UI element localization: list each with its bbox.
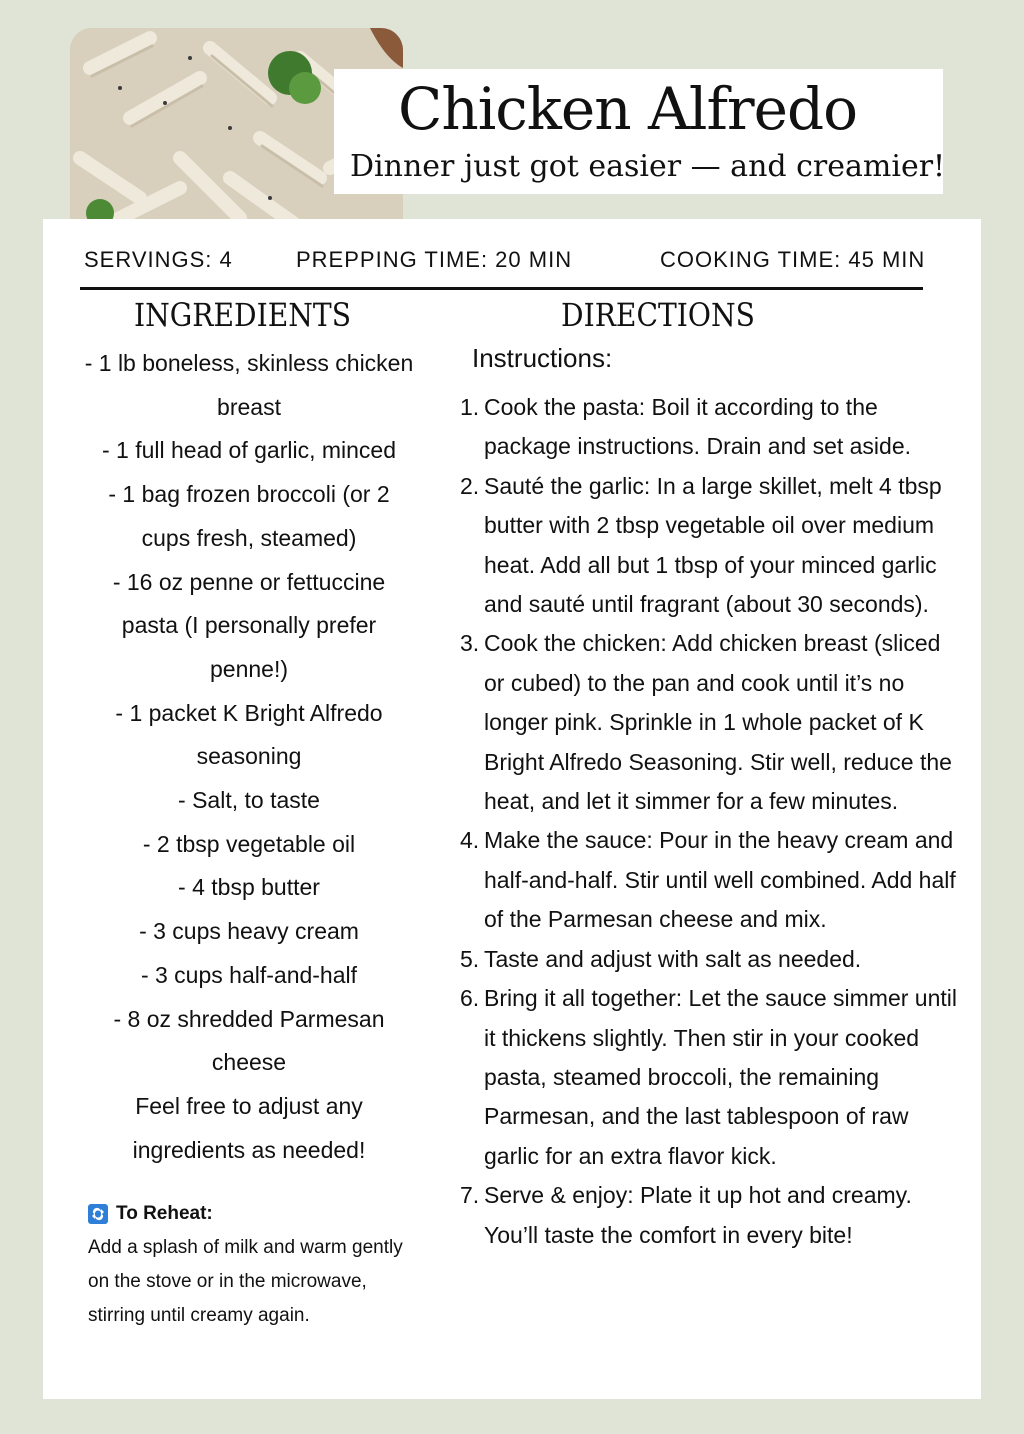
reheat-heading: To Reheat:: [116, 1203, 213, 1224]
ingredients-heading: INGREDIENTS: [134, 296, 351, 334]
ingredient-line: - 4 tbsp butter: [178, 874, 320, 901]
ingredient-line: - 3 cups heavy cream: [139, 918, 359, 945]
directions-list: [460, 388, 960, 1255]
direction-step: 6. Bring it all together: Let the sauce simmer until it thickens slightly. Then stir in your cooked pasta, steamed broccoli, the remaining Parmesan, and the last tablespoon of raw garlic for an extra flavor kick.: [460, 985, 958, 1169]
ingredient-line: cheese: [211, 1049, 287, 1076]
ingredient-line: - 3 cups half-and-half: [140, 961, 358, 988]
ingredients-list: [66, 342, 432, 1172]
reheat-body: Add a splash of milk and warm gently on the stove or in the microwave, stirring until creamy again.: [88, 1237, 403, 1326]
ingredient-line: pasta (I personally prefer: [121, 612, 377, 639]
ingredient-line: - 1 packet K Bright Alfredo: [115, 699, 383, 726]
ingredient-line: penne!): [209, 655, 288, 682]
ingredient-line: ingredients as needed!: [132, 1136, 366, 1163]
direction-step: 5. Taste and adjust with salt as needed.: [460, 945, 862, 972]
divider: [80, 287, 923, 290]
ingredient-line: - 16 oz penne or fettuccine: [112, 568, 386, 595]
direction-step: 3. Cook the chicken: Add chicken breast (sliced or cubed) to the pan and cook until it’s no longer pink. Sprinkle in 1 whole packet of K Bright Alfredo Seasoning. Stir well, reduce the heat, and let it simmer for a few minutes.: [460, 630, 952, 815]
reheat-note: [88, 1203, 418, 1333]
ingredient-line: cups fresh, steamed): [141, 524, 357, 551]
direction-step: 1. Cook the pasta: Boil it according to the package instructions. Drain and set aside.: [460, 394, 912, 460]
ingredient-line: Feel free to adjust any: [135, 1092, 363, 1119]
page-title: Chicken Alfredo: [398, 75, 858, 143]
servings-label: SERVINGS: 4: [84, 247, 233, 272]
directions-heading: DIRECTIONS: [561, 296, 755, 334]
page-subtitle: Dinner just got easier — and creamier!: [350, 149, 946, 184]
direction-step: 2. Sauté the garlic: In a large skillet, melt 4 tbsp butter with 2 tbsp vegetable oil over medium heat. Add all but 1 tbsp of your minced garlic and sauté until fragrant (about 30 seconds).: [460, 472, 942, 618]
ingredient-line: - Salt, to taste: [178, 787, 320, 814]
ingredient-line: - 1 lb boneless, skinless chicken: [84, 350, 414, 376]
direction-step: 4. Make the sauce: Pour in the heavy cream and half-and-half. Stir until well combined. Add half of the Parmesan cheese and mix.: [460, 827, 956, 933]
ingredient-line: - 1 bag frozen broccoli (or 2: [108, 481, 390, 508]
prep-time-label: PREPPING TIME: 20 MIN: [296, 247, 573, 272]
ingredient-line: - 2 tbsp vegetable oil: [142, 830, 356, 857]
ingredient-line: seasoning: [196, 743, 302, 770]
instructions-label: Instructions:: [472, 343, 613, 373]
title-box: [334, 69, 946, 194]
ingredient-line: - 8 oz shredded Parmesan: [113, 1005, 385, 1032]
direction-step: 7. Serve & enjoy: Plate it up hot and creamy. You’ll taste the comfort in every bite!: [460, 1182, 912, 1248]
ingredient-line: breast: [217, 393, 281, 420]
repeat-icon: [88, 1204, 108, 1224]
cook-time-label: COOKING TIME: 45 MIN: [660, 247, 926, 272]
ingredient-line: - 1 full head of garlic, minced: [101, 437, 397, 464]
